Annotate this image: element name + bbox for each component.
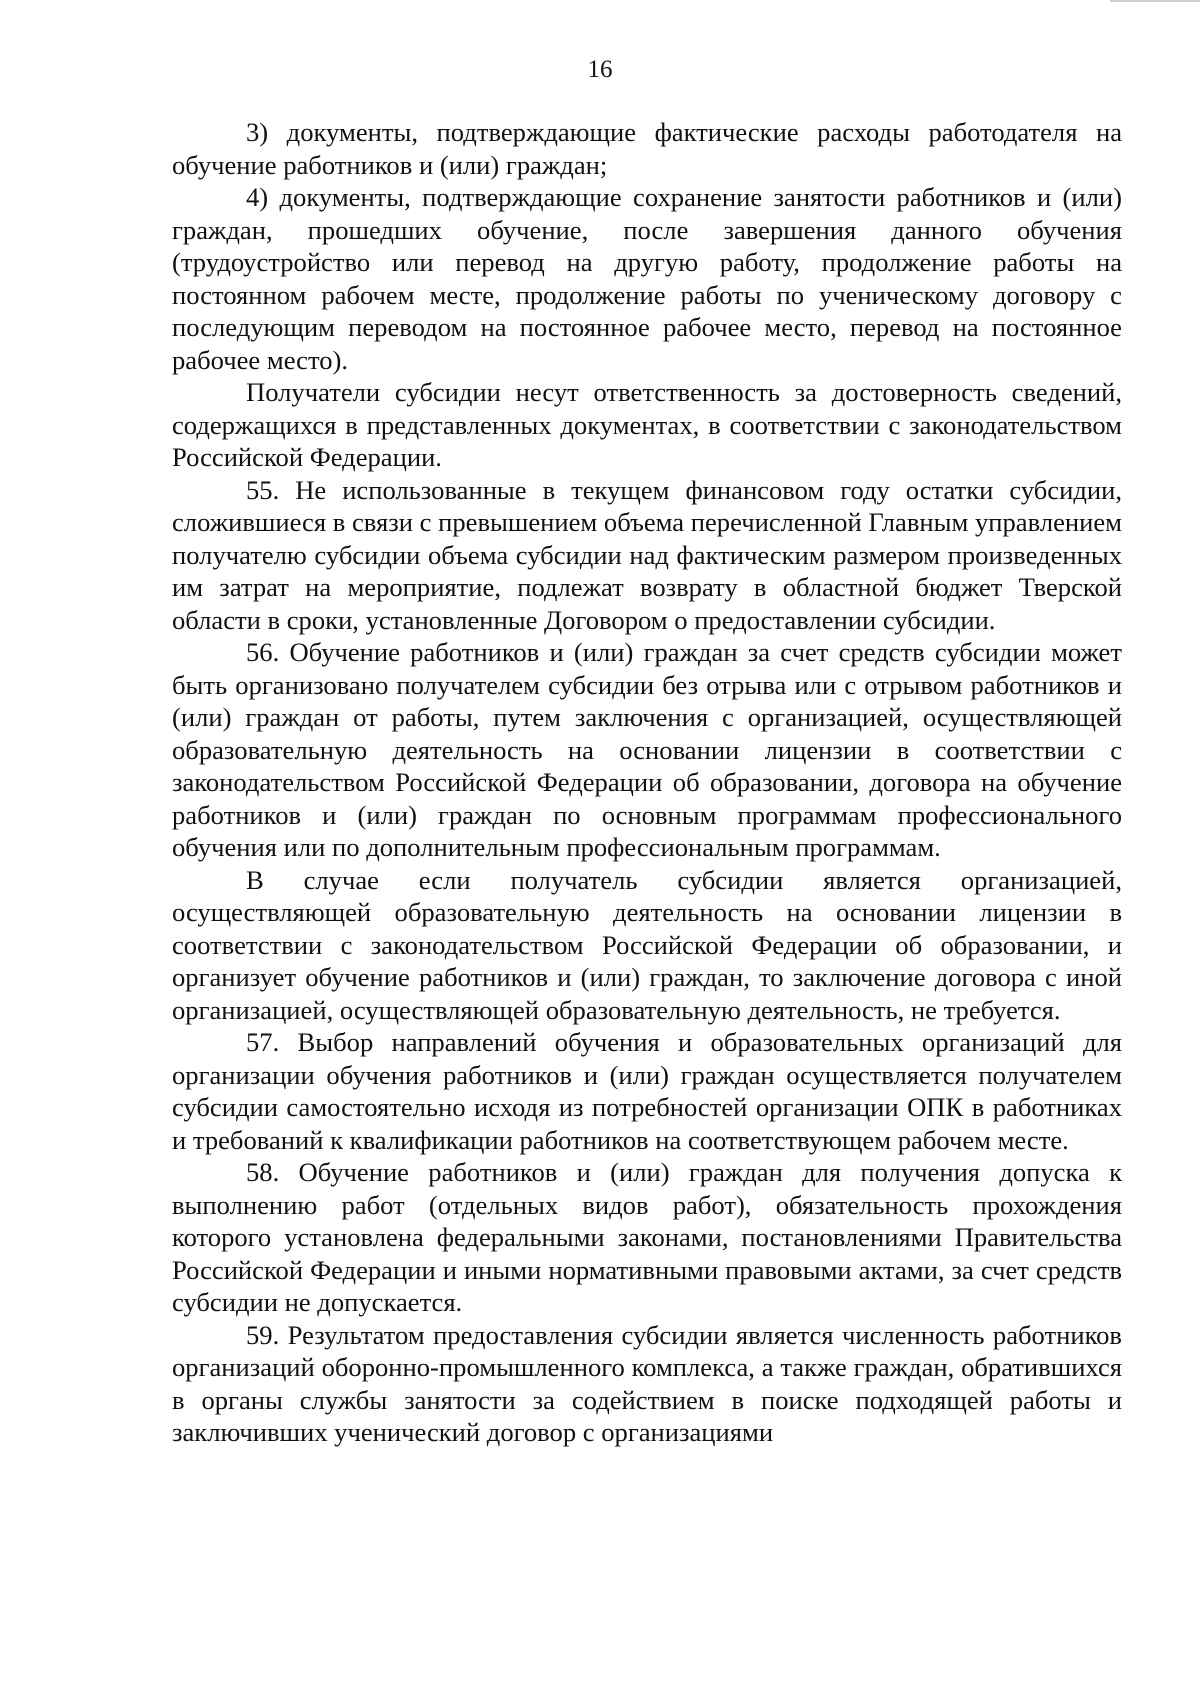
- page-number: 16: [587, 56, 613, 83]
- paragraph-item-4: 4) документы, подтверждающие сохранение занятости работников и (или) граждан, прошедших обучение, после завершения данного обучения (трудоустройство или перевод на другую работу, продолжение работы на постоянном рабочем месте, продолжение работы по ученическому договору с последующим переводом на постоянное рабочее место, перевод на постоянное рабочее место).: [172, 182, 1122, 375]
- paragraph-56: 56. Обучение работников и (или) граждан за счет средств субсидии может быть организовано получателем субсидии без отрыва или с отрывом работников и (или) граждан от работы, путем заключения с организацией, осуществляющей образовательную деятельность на основании лицензии в соответствии с законодательством Российской Федерации об образовании, договора на обучение работников и (или) граждан по основным программам профессионального обучения или по дополнительным профессиональным программам.: [172, 637, 1122, 862]
- paragraph-responsibility: Получатели субсидии несут ответственность за достоверность сведений, содержащихся в представленных документах, в соответствии с законодательством Российской Федерации.: [172, 377, 1122, 472]
- paragraph-56-continued: В случае если получатель субсидии является организацией, осуществляющей образовательную деятельность на основании лицензии в соответствии с законодательством Российской Федерации об образовании, и организует обучение работников и (или) граждан, то заключение договора с иной организацией, осуществляющей образовательную деятельность, не требуется.: [172, 864, 1122, 1025]
- document-body: [172, 116, 1122, 1449]
- paragraph-item-3: 3) документы, подтверждающие фактические расходы работодателя на обучение работников и (или) граждан;: [172, 117, 1122, 180]
- paragraph-59: 59. Результатом предоставления субсидии является численность работников организаций оборонно-промышленного комплекса, а также граждан, обратившихся в органы службы занятости за содействием в поиске подходящей работы и заключивших ученический договор с организациями: [172, 1319, 1122, 1447]
- scan-edge-line: [1110, 0, 1200, 2]
- paragraph-55: 55. Не использованные в текущем финансовом году остатки субсидии, сложившиеся в связи с превышением объема перечисленной Главным управлением получателю субсидии объема субсидии над фактическим размером произведенных им затрат на мероприятие, подлежат возврату в областной бюджет Тверской области в сроки, установленные Договором о предоставлении субсидии.: [172, 474, 1122, 635]
- paragraph-57: 57. Выбор направлений обучения и образовательных организаций для организации обучения работников и (или) граждан осуществляется получателем субсидии самостоятельно исходя из потребностей организации ОПК в работниках и требований к квалификации работников на соответствующем рабочем месте.: [172, 1027, 1122, 1155]
- paragraph-58: 58. Обучение работников и (или) граждан для получения допуска к выполнению работ (отдельных видов работ), обязательность прохождения которого установлена федеральными законами, постановлениями Правительства Российской Федерации и иными нормативными правовыми актами, за счет средств субсидии не допускается.: [172, 1157, 1122, 1317]
